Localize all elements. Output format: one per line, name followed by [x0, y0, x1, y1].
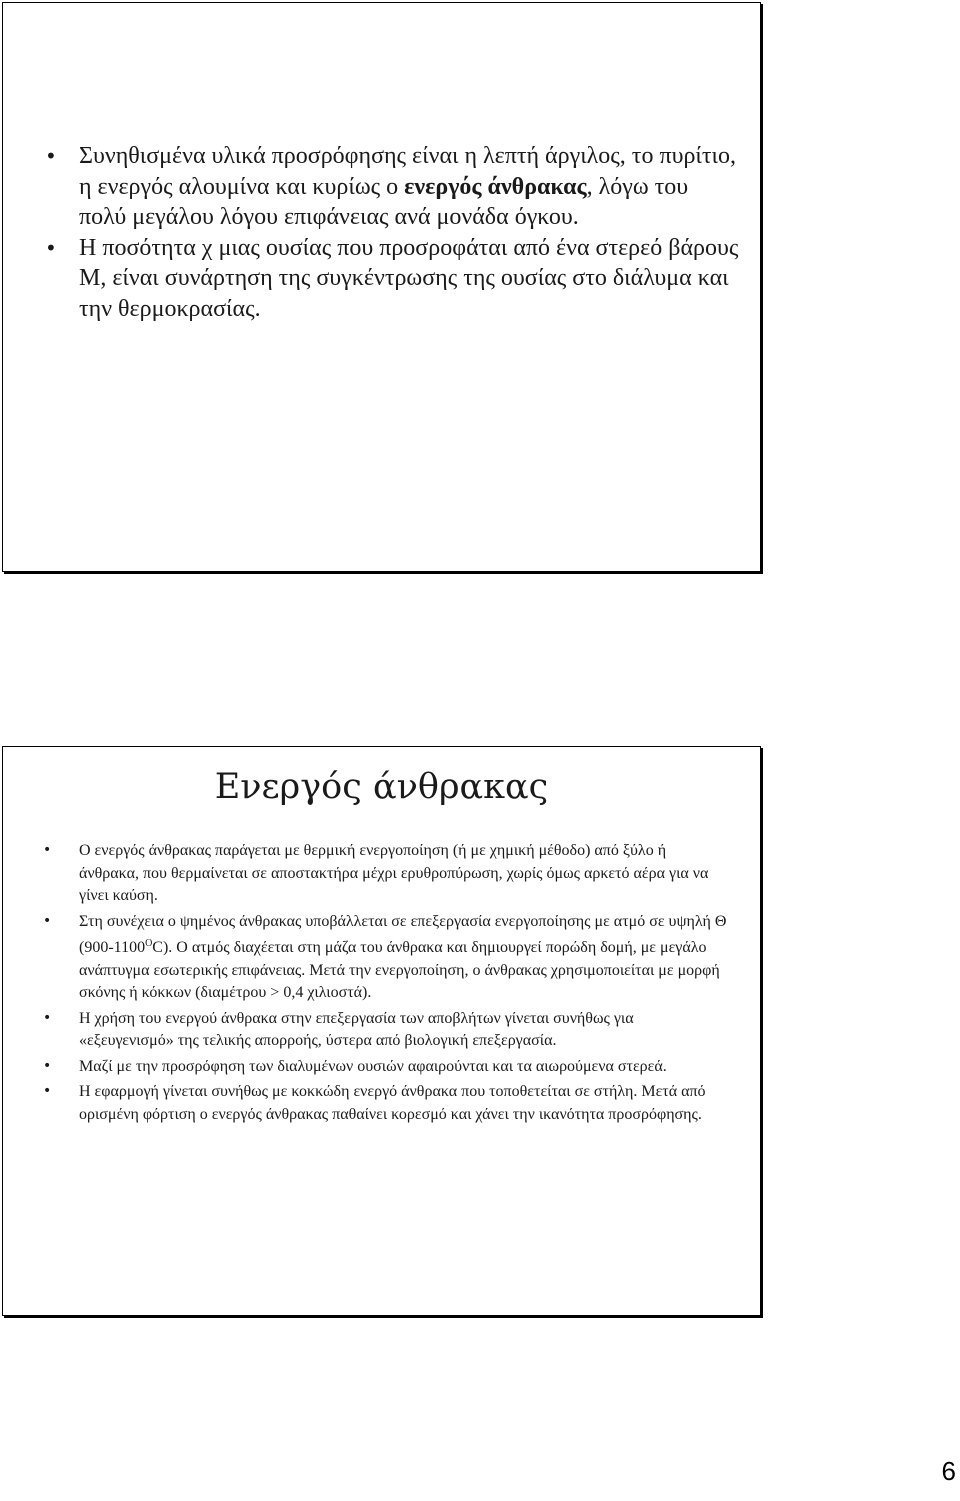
bullet-dot-icon: • [45, 144, 57, 168]
bullet-bold-term: ενεργός άνθρακας [404, 173, 587, 200]
bullet-text: , λόγω του πολύ μεγάλου λόγου επιφάνειας ανά μονάδα όγκου. [79, 173, 689, 230]
slide-2 [2, 746, 761, 1316]
bullet-dot-icon: • [43, 1057, 52, 1074]
slide-1-bullet-list [45, 141, 739, 324]
degree-superscript: O [145, 938, 153, 949]
slide-2-bullet-5 [43, 1081, 729, 1126]
bullet-text: Ο ενεργός άνθρακας παράγεται με θερμική ενεργοποίηση (ή με χημική μέθοδο) από ξύλο ή άνθρακα, που θερμαίνεται σε αποστακτήρα μέχρι ερυθροπύρωση, χωρίς όμως αρκετό αέρα για να γίνει καύση. [79, 842, 709, 904]
slide-2-bullet-list [43, 840, 729, 1129]
bullet-dot-icon: • [43, 842, 52, 858]
bullet-text: Η χρήση του ενεργού άνθρακα στην επεξεργασία των αποβλήτων γίνεται συνήθως για «εξευγενισμό» της τελικής απορροής, ύστερα από βιολογική επεξεργασία. [79, 1009, 634, 1049]
bullet-text: Η εφαρμογή γίνεται συνήθως με κοκκώδη ενεργό άνθρακα που τοποθετείται σε στήλη. Μετά από ορισμένη φόρτιση ο ενεργός άνθρακας παθαίνει κορεσμό και χάνει την ικανότητα προσρόφησης. [79, 1083, 706, 1123]
slide-2-bullet-1 [43, 840, 729, 908]
slide-2-title: Ενεργός άνθρακας [214, 767, 549, 807]
slide-2-bullet-2 [43, 911, 729, 1005]
bullet-dot-icon: • [43, 1009, 52, 1026]
bullet-dot-icon: • [43, 1083, 52, 1099]
slide-2-bullet-3 [43, 1008, 729, 1053]
page-number: 6 [941, 1456, 956, 1486]
bullet-text: Η ποσότητα χ μιας ουσίας που προσροφάται από ένα στερεό βάρους Μ, είναι συνάρτηση της συγκέντρωσης της ουσίας στο διάλυμα και την θερμοκρασίας. [79, 234, 739, 322]
slide-1-bullet-2 [45, 233, 739, 325]
bullet-text: Μαζί με την προσρόφηση των διαλυμένων ουσιών αφαιρούνται και τα αιωρούμενα στερεά. [79, 1057, 667, 1075]
slide-2-bullet-4 [43, 1056, 729, 1079]
slide-1-bullet-1 [45, 141, 739, 233]
bullet-text: C). Ο ατμός διαχέεται στη μάζα του άνθρακα και δημιουργεί πορώδη δομή, με μεγάλο ανάπτυγμα εσωτερικής επιφάνειας. Μετά την ενεργοποίηση, ο άνθρακας χρησιμοποιείται με μορφή σκόνης ή κόκκων (διαμέτρου > 0,4 χιλιοστά). [79, 939, 720, 1001]
bullet-text: Στη συνέχεια ο ψημένος άνθρακας υποβάλλεται σε επεξεργασία ενεργοποίησης με ατμό σε υψηλή Θ (900-1100 [79, 912, 727, 956]
bullet-text: Συνηθισμένα υλικά προσρόφησης είναι η λεπτή άργιλος, το πυρίτιο, η ενεργός αλουμίνα και κυρίως ο [79, 143, 736, 200]
slide-1 [2, 2, 761, 572]
bullet-dot-icon: • [43, 912, 52, 929]
bullet-dot-icon: • [45, 235, 57, 260]
